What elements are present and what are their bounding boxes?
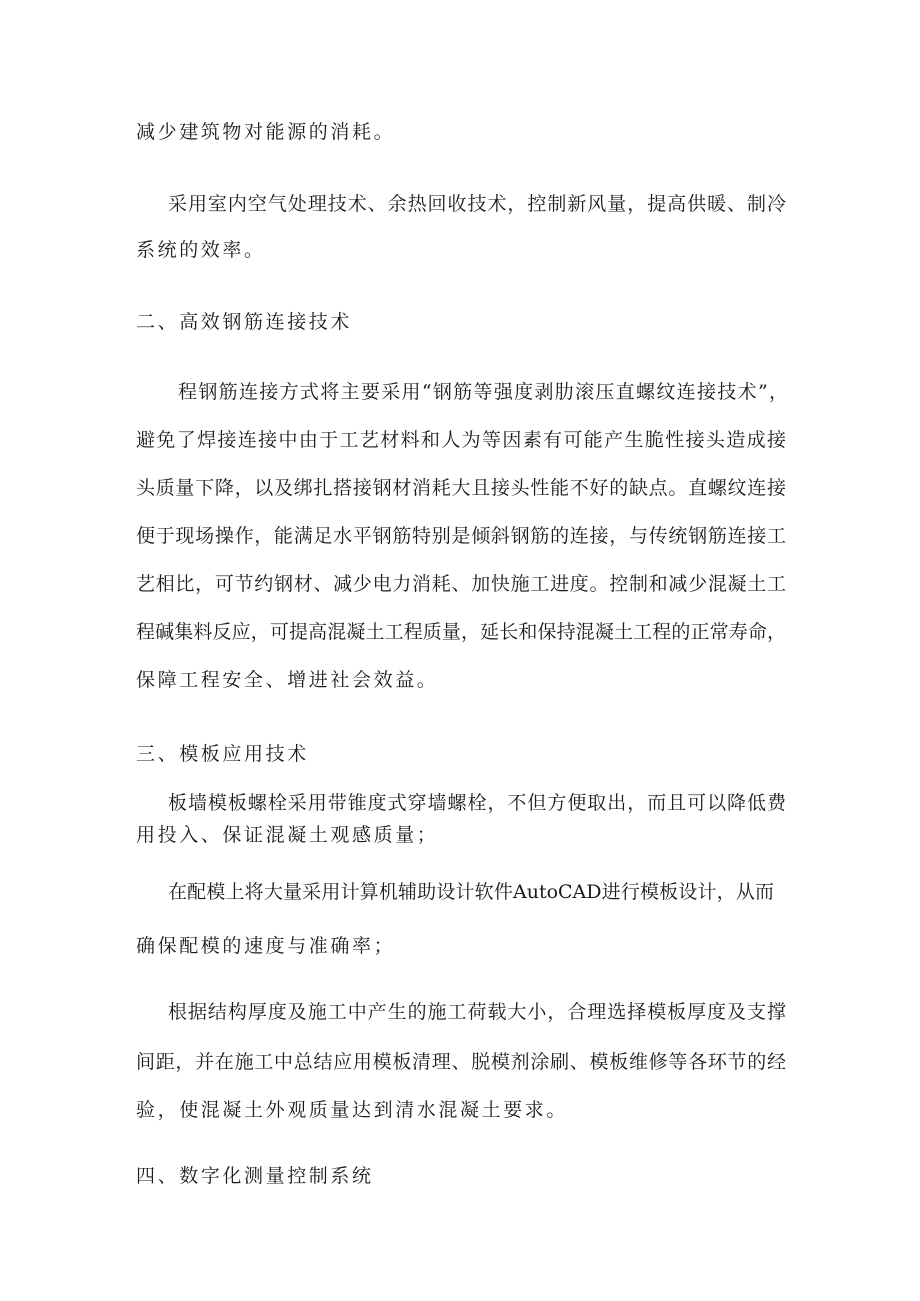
paragraph-line: 根据结构厚度及施工中产生的施工荷载大小，合理选择模板厚度及支撑 — [168, 1001, 786, 1023]
paragraph-line: 用投入、保证混凝土观感质量； — [136, 824, 439, 846]
paragraph-line: 头质量下降，以及绑扎搭接钢材消耗大且接头性能不好的缺点。直螺纹连接 — [136, 477, 786, 499]
section-heading: 二、高效钢筋连接技术 — [136, 311, 353, 333]
paragraph-line: 程钢筋连接方式将主要采用“钢筋等强度剥肋滚压直螺纹连接技术”， — [178, 381, 788, 403]
paragraph-line: 验，使混凝土外观质量达到清水混凝土要求。 — [136, 1099, 569, 1121]
paragraph-line: 间距，并在施工中总结应用模板清理、脱模剂涂刷、模板维修等各环节的经 — [136, 1051, 786, 1073]
paragraph-line: 保障工程安全、增进社会效益。 — [136, 669, 439, 691]
paragraph-line: 艺相比，可节约钢材、减少电力消耗、加快施工进度。控制和减少混凝土工 — [136, 573, 786, 595]
paragraph-line: 系统的效率。 — [136, 239, 266, 261]
paragraph-line: 确保配模的速度与准确率； — [136, 935, 396, 957]
paragraph-line: 减少建筑物对能源的消耗。 — [136, 121, 396, 143]
paragraph-line: 避免了焊接连接中由于工艺材料和人为等因素有可能产生脆性接头造成接 — [136, 429, 786, 451]
paragraph-line: 板墙模板螺栓采用带锥度式穿墙螺栓，不但方便取出，而且可以降低费 — [168, 792, 786, 814]
paragraph-line: 便于现场操作，能满足水平钢筋特别是倾斜钢筋的连接，与传统钢筋连接工 — [136, 525, 786, 547]
paragraph-line: 在配模上将大量采用计算机辅助设计软件AutoCAD进行模板设计，从而 — [168, 881, 774, 903]
section-heading: 三、模板应用技术 — [136, 743, 309, 765]
paragraph-line: 采用室内空气处理技术、余热回收技术，控制新风量，提高供暖、制冷 — [168, 193, 786, 215]
section-heading: 四、数字化测量控制系统 — [136, 1165, 374, 1187]
paragraph-line: 程碱集料反应，可提高混凝土工程质量，延长和保持混凝土工程的正常寿命， — [136, 621, 786, 643]
